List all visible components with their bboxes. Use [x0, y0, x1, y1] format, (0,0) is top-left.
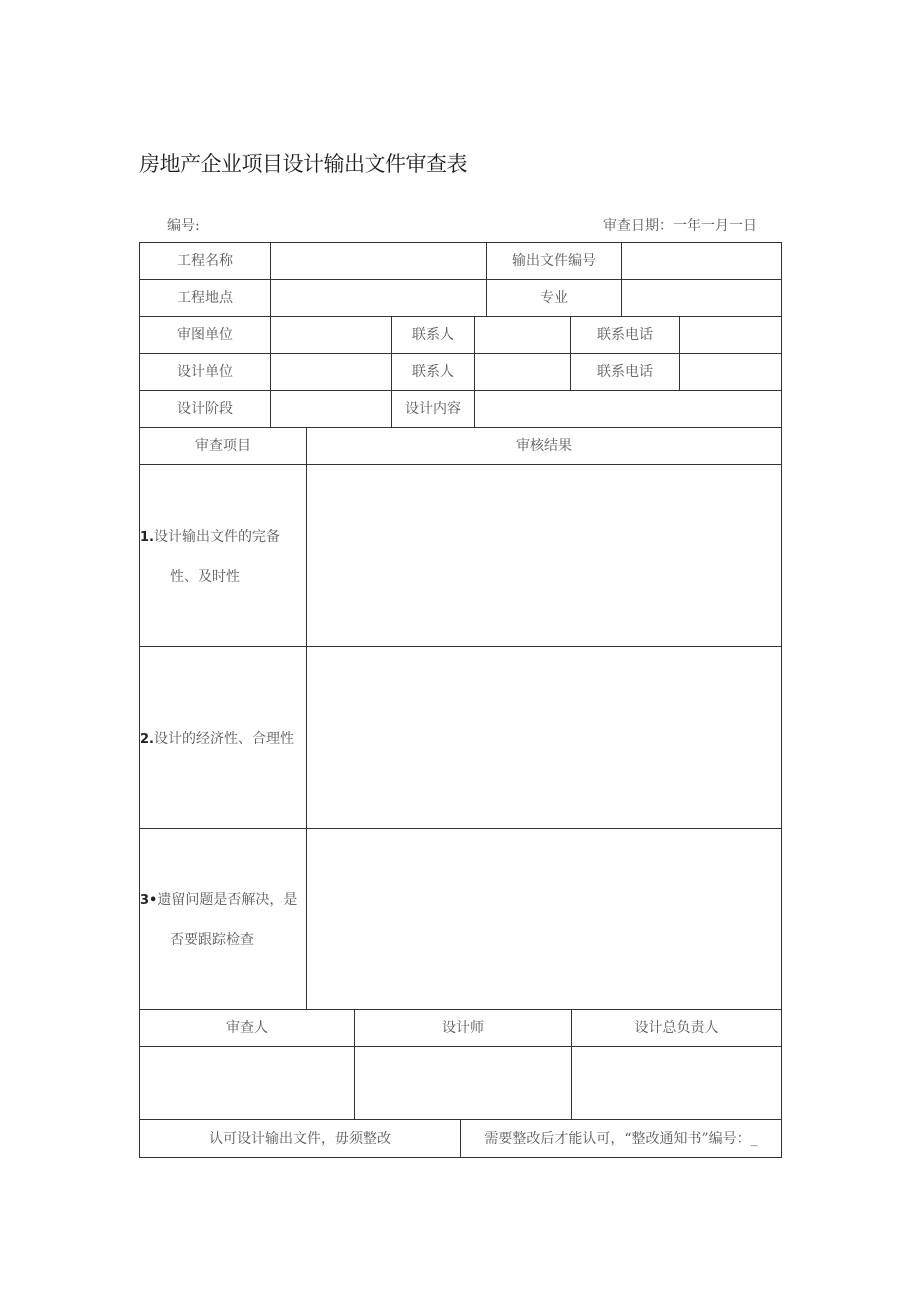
item-text: 遗留问题是否解决，是	[157, 892, 298, 908]
label-design-unit: 设计单位	[177, 364, 233, 380]
review-item-1	[140, 465, 306, 646]
item-number: 3•	[140, 893, 158, 908]
table-border-bottom	[139, 1157, 782, 1158]
field-project-name[interactable]	[271, 243, 486, 279]
field-chief-designer-signature[interactable]	[572, 1047, 781, 1119]
label-specialty: 专业	[540, 290, 568, 306]
review-result-1[interactable]	[307, 465, 781, 646]
field-designer-signature[interactable]	[355, 1047, 571, 1119]
review-item-2	[140, 647, 306, 828]
header-review-item: 审查项目	[195, 438, 251, 454]
field-project-location[interactable]	[271, 280, 486, 316]
label-design-stage: 设计阶段	[177, 401, 233, 417]
item-number: 2.	[140, 731, 154, 747]
field-design-stage[interactable]	[271, 391, 391, 427]
label-review-unit: 审图单位	[177, 327, 233, 343]
label-chief-designer: 设计总负责人	[634, 1020, 719, 1036]
field-review-unit[interactable]	[271, 317, 391, 353]
option-approve[interactable]: 认可设计输出文件，毋须整改	[209, 1130, 391, 1147]
label-project-name: 工程名称	[177, 253, 233, 269]
field-phone[interactable]	[680, 317, 781, 353]
field-specialty[interactable]	[622, 280, 781, 316]
review-item-3	[140, 829, 306, 1009]
item-text-cont: 否要跟踪检查	[170, 932, 254, 948]
field-design-unit[interactable]	[271, 354, 391, 390]
review-result-2[interactable]	[307, 647, 781, 828]
item-number: 1.	[140, 529, 154, 545]
review-result-3[interactable]	[307, 829, 781, 1009]
item-text: 设计的经济性、合理性	[153, 730, 294, 747]
number-label: 编号:	[167, 218, 200, 234]
field-output-doc-no[interactable]	[622, 243, 781, 279]
option-rectify[interactable]: 需要整改后才能认可，“整改通知书”编号：_	[484, 1130, 758, 1147]
label-reviewer: 审查人	[226, 1020, 268, 1036]
field-design-content[interactable]	[475, 391, 781, 427]
field-contact[interactable]	[475, 317, 570, 353]
label-phone: 联系电话	[597, 364, 653, 380]
item-text: 设计输出文件的完备	[153, 528, 280, 545]
label-contact: 联系人	[412, 327, 454, 343]
field-phone[interactable]	[680, 354, 781, 390]
table-border-right	[781, 242, 782, 1158]
review-date-label: 审查日期：一年一月一日	[603, 218, 757, 234]
label-designer: 设计师	[442, 1020, 484, 1036]
label-phone: 联系电话	[597, 327, 653, 343]
field-reviewer-signature[interactable]	[140, 1047, 354, 1119]
label-project-location: 工程地点	[177, 290, 233, 306]
field-contact[interactable]	[475, 354, 570, 390]
page-title: 房地产企业项目设计输出文件审查表	[139, 152, 467, 176]
label-output-doc-no: 输出文件编号	[512, 253, 596, 269]
header-review-result: 审核结果	[516, 438, 572, 454]
label-contact: 联系人	[412, 364, 454, 380]
label-design-content: 设计内容	[405, 401, 461, 417]
item-text-cont: 性、及时性	[170, 568, 240, 585]
